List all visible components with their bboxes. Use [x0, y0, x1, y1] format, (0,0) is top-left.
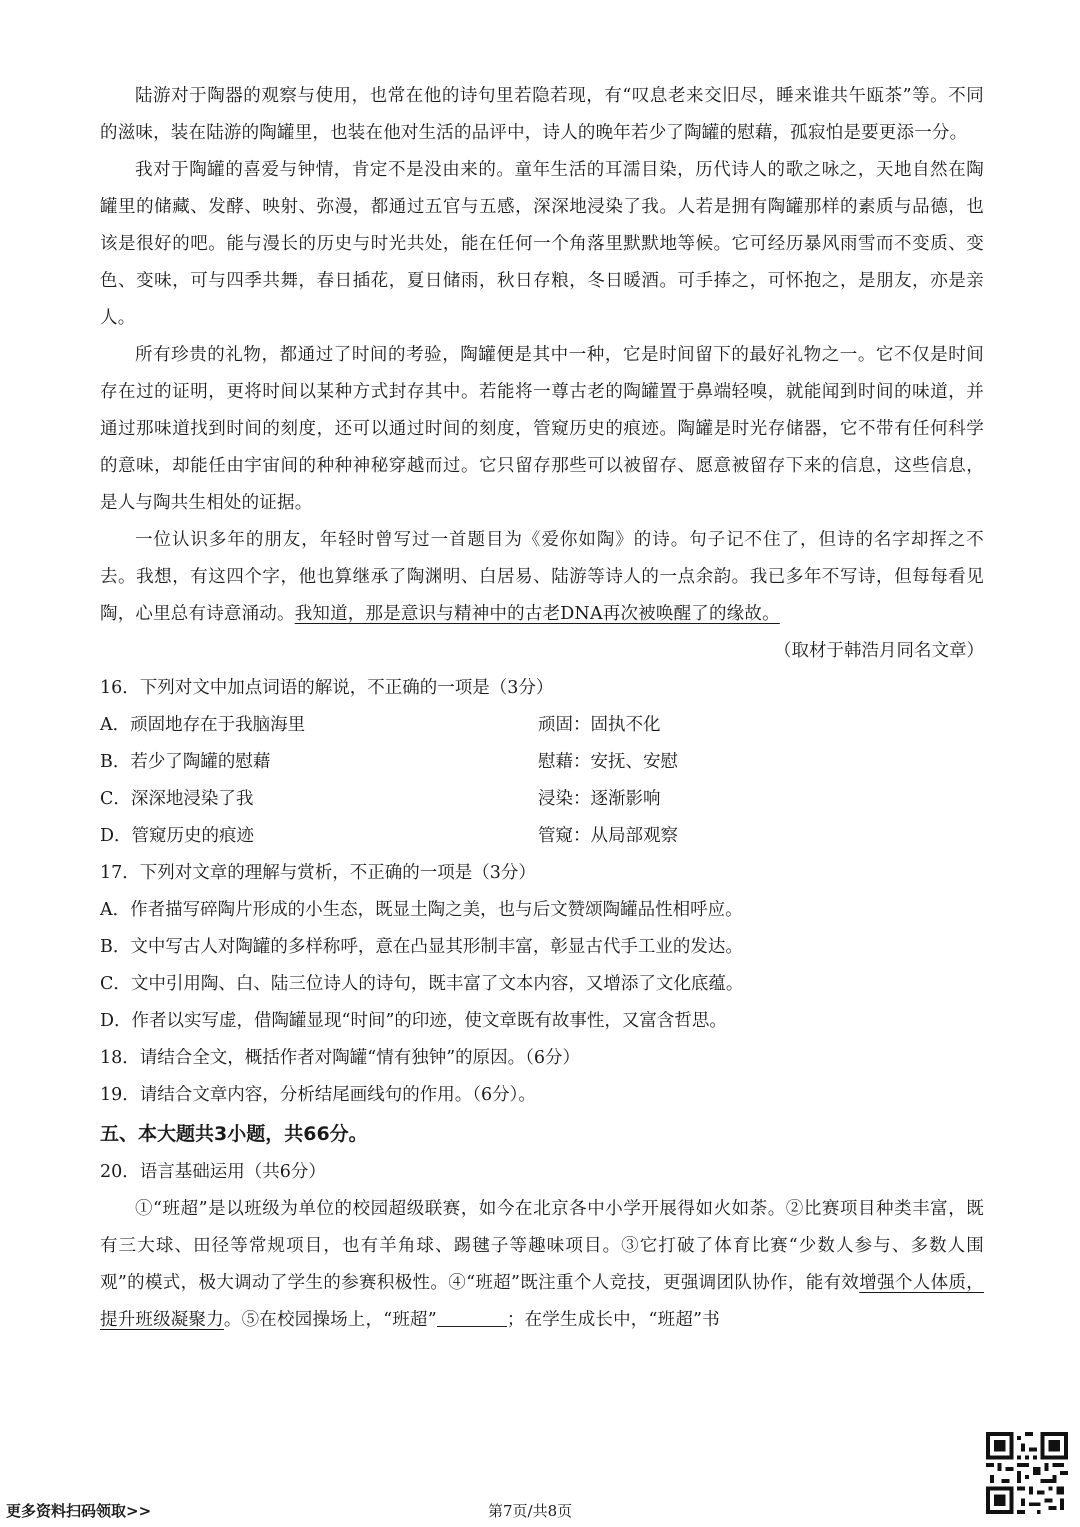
question-16-stem: 16．下列对文中加点词语的解说，不正确的一项是（3分）: [100, 678, 554, 698]
q20-passage-part-a: ①“班超”是以班级为单位的校园超级联赛，如今在北京各中小学开展得如火如荼。②比赛项目种类丰富，既有三大球、田径等常规项目，也有羊角球、踢毽子等趣味项目。③它打破了体育比赛“少数人参与、多数人围观”的模式，极大调动了学生的参赛积极性。④“班超”既注重个人竞技，更强调团队协作，能有效: [100, 1199, 984, 1293]
q17-option-c: C．文中引用陶、白、陆三位诗人的诗句，既丰富了文本内容，又增添了文化底蕴。: [100, 974, 744, 994]
article-paragraph-4: [100, 522, 984, 633]
page-number: 第7页/共8页: [488, 1502, 573, 1520]
article-paragraph-3: 所有珍贵的礼物，都通过了时间的考验，陶罐便是其中一种，它是时间留下的最好礼物之一。它不仅是时间存在过的证明，更将时间以某种方式封存其中。若能将一尊古老的陶罐置于鼻端轻嗅，就能闻到时间的味道，并通过那味道找到时间的刻度，还可以通过时间的刻度，管窥历史的痕迹。陶罐是时光存储器，它不带有任何科学的意味，却能任由宇宙间的种种神秘穿越而过。它只留存那些可以被留存、愿意被留存下来的信息，这些信息，是人与陶共生相处的证据。: [100, 345, 984, 513]
answer-blank[interactable]: [437, 1308, 507, 1327]
q16-option-c-text: C．深深地浸染了我: [100, 789, 254, 809]
q17-option-b: B．文中写古人对陶罐的多样称呼，意在凸显其形制丰富，彰显古代手工业的发达。: [100, 937, 743, 957]
q16-option-c: [100, 781, 984, 818]
q20-passage: [100, 1191, 984, 1339]
q16-option-a-explain: 顽固：固执不化: [538, 715, 661, 735]
footer-promo-text: 更多资料扫码领取>>: [6, 1502, 152, 1520]
qr-code-icon[interactable]: [986, 1432, 1068, 1514]
question-17-stem: 17．下列对文章的理解与赏析，不正确的一项是（3分）: [100, 863, 536, 883]
article-paragraph-2: 我对于陶罐的喜爱与钟情，肯定不是没由来的。童年生活的耳濡目染，历代诗人的歌之咏之，天地自然在陶罐里的储藏、发酵、映射、弥漫，都通过五官与五感，深深地浸染了我。人若是拥有陶罐那样的素质与品德，也该是很好的吧。能与漫长的历史与时光共处，能在任何一个角落里默默地等候。它可经历暴风雨雪而不变质、变色、变味，可与四季共舞，春日插花，夏日储雨，秋日存粮，冬日暖酒。可手捧之，可怀抱之，是朋友，亦是亲人。: [100, 160, 984, 328]
exam-page: [100, 78, 984, 1339]
q17-option-d: D．作者以实写虚，借陶罐显现“时间”的印迹，使文章既有故事性，又富含哲思。: [100, 1011, 727, 1031]
q17-option-a: A．作者描写碎陶片形成的小生态，既显土陶之美，也与后文赞颂陶罐品性相呼应。: [100, 900, 743, 920]
q16-option-c-explain: 浸染：逐渐影响: [538, 789, 661, 809]
question-18: 18．请结合全文，概括作者对陶罐“情有独钟”的原因。（6分）: [100, 1048, 581, 1068]
question-20-stem: 20．语言基础运用（共6分）: [100, 1162, 326, 1182]
underlined-sentence: 我知道，那是意识与精神中的古老DNA再次被唤醒了的缘故。: [294, 604, 780, 624]
article-paragraph-1: 陆游对于陶器的观察与使用，也常在他的诗句里若隐若现，有“叹息老来交旧尽，睡来谁共午瓯茶”等。不同的滋味，装在陆游的陶罐里，也装在他对生活的品评中，诗人的晚年若少了陶罐的慰藉，孤寂怕是要更添一分。: [100, 86, 984, 143]
section-5-heading: 五、本大题共3小题，共66分。: [100, 1123, 368, 1145]
q16-option-a: [100, 707, 984, 744]
q16-option-b: [100, 744, 984, 781]
q16-option-d-explain: 管窥：从局部观察: [538, 826, 678, 846]
q16-option-b-text: B．若少了陶罐的慰藉: [100, 752, 271, 772]
paragraph-4-text: 一位认识多年的朋友，年轻时曾写过一首题目为《爱你如陶》的诗。句子记不住了，但诗的名字却挥之不去。我想，有这四个字，他也算继承了陶渊明、白居易、陆游等诗人的一点余韵。我已多年不写诗，但每每看见陶，心里总有诗意涌动。: [100, 530, 984, 624]
question-19: 19．请结合文章内容，分析结尾画线句的作用。（6分）。: [100, 1085, 536, 1105]
q20-passage-part-c: ；在学生成长中，“班超”书: [506, 1310, 720, 1330]
q16-option-a-text: A．顽固地存在于我脑海里: [100, 715, 306, 735]
q20-underlined-phrase: 增强个人体质，提升班级凝聚力: [100, 1273, 984, 1330]
q20-passage-part-b: 。⑤在校园操场上，“班超”: [223, 1310, 437, 1330]
q16-option-d: [100, 818, 984, 855]
article-source: （取材于韩浩月同名文章）: [774, 641, 984, 661]
q16-option-d-text: D．管窥历史的痕迹: [100, 826, 255, 846]
q16-option-b-explain: 慰藉：安抚、安慰: [538, 752, 678, 772]
